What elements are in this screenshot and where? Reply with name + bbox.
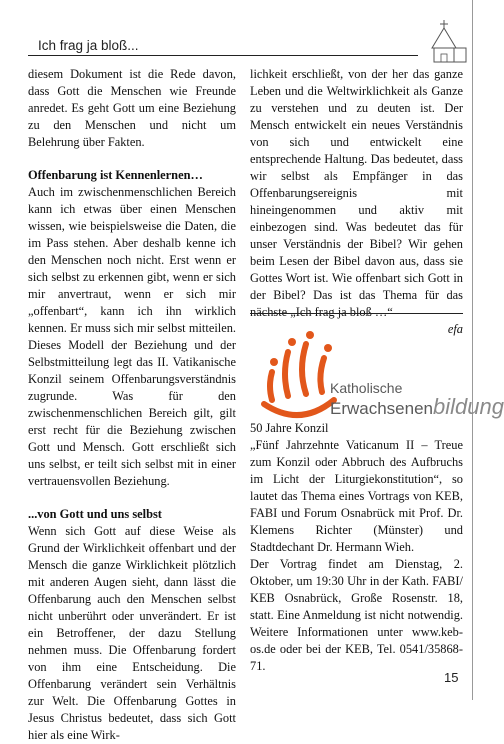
keb-logo-bildung: bildung	[433, 394, 504, 419]
event-paragraph-1: „Fünf Jahrzehnte Vaticanum II – Treue zum Konzil oder Abbruch des Aufbruchs im Licht der Liturgiekonstitution“, so lautet das Thema eines Vortrags von KEB, FABI und Forum Osnabrück mit Prof. Dr. Klemens Richter (Münster) und Stadtdechant Dr. Hermann Wieh.	[250, 438, 463, 554]
page-edge-line	[472, 0, 473, 700]
heading-kennenlernen: Offenbarung ist Kennenlernen…	[28, 168, 203, 182]
event-title: 50 Jahre Konzil	[250, 421, 329, 435]
left-paragraph-1: diesem Dokument ist die Rede davon, dass Gott die Menschen wie Freunde anredet. Es geht Gott um eine Beziehung zu den Menschen und nicht um Belehrung über Fakten.	[28, 67, 236, 149]
event-paragraph-2: Der Vortrag findet am Dienstag, 2. Oktober, um 19:30 Uhr in der Kath. FABI/ KEB Osnabrück, Große Rosenstr. 18, statt. Eine Anmeldung ist nicht notwendig. Weitere Informationen unter www.keb-os.de oder bei der KEB, Tel. 0541/35868-71.	[250, 557, 463, 673]
header-rule	[28, 55, 418, 56]
heading-von-gott: ...von Gott und uns selbst	[28, 507, 162, 521]
section-separator	[250, 313, 463, 314]
right-column	[250, 66, 463, 338]
right-paragraph-1: lichkeit erschließt, von der her das ganze Leben und die Weltwirklichkeit als Ganze zu verstehen und zu deuten ist. Der Mensch entwickelt ein neues Verständnis von sich und entwickelt eine entsprechende Haltung. Das bedeutet, dass wir selbst als Empfänger in das Offenbarungsereignis mit hineingenommen und aktiv mit einbezogen sind. Was bedeutet das für unser Verständnis der Bibel? Wir gehen beim Lesen der Bibel davon aus, dass sie Gottes Wort ist. Wie offenbart sich Gott in der Bibel? Das ist das Thema für das nächste „Ich frag ja bloß …“	[250, 67, 463, 319]
running-header-title: Ich frag ja bloß...	[38, 38, 139, 53]
left-paragraph-3: Wenn sich Gott auf diese Weise als Grund der Wirklichkeit offenbart und der Mensch die ganze Wirklichkeit plötzlich mit anderen Augen sieht, dann lässt die Offenbarung auch den Menschen selbst nicht unberührt oder unverändert. Er ist ein Betroffener, der dazu Stellung nehmen muss. Die Offenbarung fordert von ihm eine Entscheidung. Die Offenbarung verändert sein Verhältnis zur Welt. Die Offenbarung Gottes in Jesus Christus bedeutet, dass sich Gott hier als eine Wirk-	[28, 524, 236, 742]
event-announcement	[250, 420, 463, 675]
church-logo-icon	[418, 18, 470, 70]
left-column	[28, 66, 236, 744]
page-number: 15	[444, 670, 459, 685]
keb-logo-line1: Katholische	[330, 380, 403, 396]
author-signature: efa	[447, 322, 463, 336]
keb-logo-line2	[330, 394, 504, 420]
left-paragraph-2: Auch im zwischenmenschlichen Bereich kann ich etwas über einen Menschen wissen, wie beispielsweise die Daten, die im Pass stehen. Aber deshalb kenne ich den Menschen noch nicht. Erst wenn er sich selbst zu erkennen gibt, wenn er sich mir anvertraut, wenn er sich mir „offenbart“, kann ich ihn wirklich kennen. Er muss sich mir selbst mitteilen. Dieses Modell der Beziehung und der Selbstmitteilung legt das II. Vatikanische Konzil seinem Offenbarungsverständnis zugrunde. Was für den zwischenmenschlichen Bereich gilt, gilt erst recht für die Beziehung zwischen Gott und Mensch. Gott erschließt sich uns selbst, er teilt sich selbst mit in einer vertrauensvollen Beziehung.	[28, 185, 236, 488]
keb-logo-erwachsenen: Erwachsenen	[330, 399, 434, 418]
